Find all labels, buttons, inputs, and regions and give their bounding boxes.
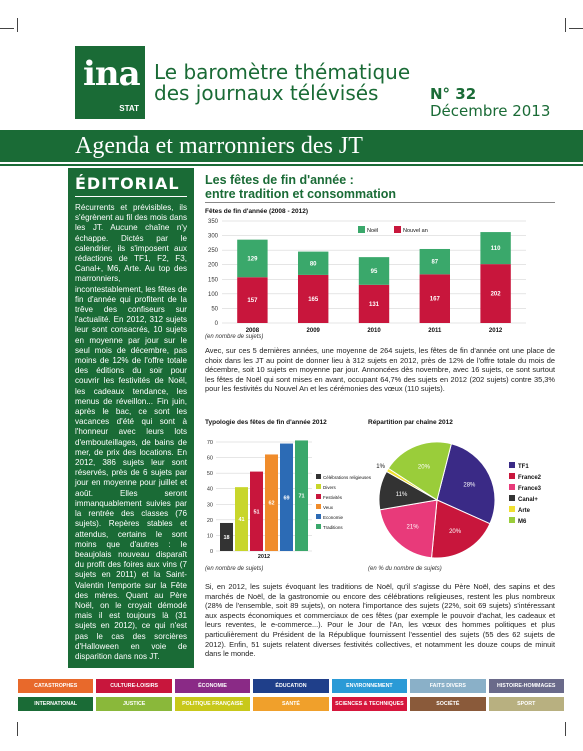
chart2-legend-swatch bbox=[316, 514, 321, 519]
chart1-data-label: 165 bbox=[308, 296, 319, 303]
crop-mark bbox=[4, 722, 18, 736]
chart2-legend-swatch bbox=[316, 474, 321, 479]
crop-mark bbox=[565, 722, 579, 736]
chart2-ytick-label: 30 bbox=[206, 502, 213, 509]
publication-title bbox=[154, 62, 410, 104]
chart1-legend-label: Noël bbox=[367, 228, 379, 234]
banner-title: Agenda et marronniers des JT bbox=[75, 133, 363, 159]
chart2-legend-label: Divers bbox=[323, 485, 336, 490]
theme-tag: ÉCONOMIE bbox=[175, 679, 250, 693]
chart3-data-label: 11% bbox=[395, 491, 408, 498]
theme-tag: SOCIÉTÉ bbox=[410, 697, 485, 711]
chart3-legend-label: Canal+ bbox=[518, 497, 538, 503]
chart2-legend-swatch bbox=[316, 484, 321, 489]
chart1-xtick-label: 2009 bbox=[306, 328, 320, 334]
theme-tag: CATASTROPHES bbox=[18, 679, 93, 693]
chart1-xtick-label: 2010 bbox=[367, 328, 381, 334]
chart2-legend-label: Célébrations religieuses bbox=[323, 475, 372, 480]
ina-logo-box bbox=[75, 46, 145, 119]
chart3-title: Répartition par chaîne 2012 bbox=[368, 419, 453, 426]
chart2-legend-swatch bbox=[316, 504, 321, 509]
chart2-legend-label: Economie bbox=[323, 515, 344, 520]
theme-tag: SPORT bbox=[489, 697, 564, 711]
chart1-title: Fêtes de fin d'année (2008 - 2012) bbox=[205, 208, 309, 215]
section-title-line-1: Les fêtes de fin d'année : bbox=[205, 173, 354, 187]
chart1-ytick-label: 150 bbox=[207, 277, 218, 284]
chart3-legend-label: M6 bbox=[518, 519, 527, 525]
theme-tag: FAITS DIVERS bbox=[410, 679, 485, 693]
issue-info bbox=[430, 86, 550, 120]
chart1-xtick-label: 2011 bbox=[428, 328, 442, 334]
theme-tag: SCIENCES & TECHNIQUES bbox=[332, 697, 407, 711]
section-title-line-2: entre tradition et consommation bbox=[205, 187, 396, 201]
chart1-xtick-label: 2008 bbox=[245, 328, 260, 334]
chart2-legend-swatch bbox=[316, 494, 321, 499]
chart1-legend-swatch bbox=[394, 226, 401, 233]
paragraph-2: Si, en 2012, les sujets évoquant les traditions de Noël, qu'il s'agisse du Père Noël, des sapins et des marchés de Noël, de la gastronomie ou encore des célébrations religieuses, restent les plus nombreux (28% de l'ensemble, soit 89 sujets), on notera l'importance des sujets (22%, soit 69 sujets) s'intéressant aux aspects économiques et commerciaux de ces fêtes (par exemple le pouvoir d'achat, les cadeaux et leurs reventes, le e-commerce...). Pour le Jour de l'An, les vœux des hommes politiques et plus particulièrement du Président de la République fournissent l'essentiel des sujets (55 des 62 sujets de 2012). Enfin, 51 sujets relatent diverses festivités collectives, et notamment les douze coups de minuit dans le monde. bbox=[205, 582, 555, 659]
chart3-legend-swatch bbox=[509, 484, 515, 490]
chart2-legend-label: Veux bbox=[323, 505, 334, 510]
editorial-text: Récurrents et prévisibles, ils s'égrènent au fil des mois dans les JT. Aucune chaîne n'y échappe. Dictés par le calendrier, ils s'imposent aux rédactions de TF1, F2, F3, Canal+, M6, Arte. Au top des marronniers, incontestablement, les fêtes de fin d'année qui profitent de la trêve des confiseurs sur l'actualité. En 2012, 312 sujets leur sont consacrés, 10 sujets en moyenne par jour sur le seul mois de décembre, pas moins de 12% de l'offre totale des éditions du soir pour couvrir les festivités de Noël, les cadeaux tendance, les menus de réveillon... Fin juin, après le bac, ce sont les vacances d'été qui sont à l'honneur avec leurs lots d'embouteillages, de bains de mer, de prix des locations. En 2012, 386 sujets leur sont réservés, près de 6 sujets par jour en moyenne pour juillet et août. Elles seront immanquablement suivies par la rentrée des classes (76 sujets). Repères stables et attendus, certains le sont moins que d'autres : le beaujolais nouveau disparaît du profit des foires aux vins (7 sujets en 2011) et la Saint-Valentin l'emporte sur la Fête des mères. Quant au Père Noël, on le croyait démodé mais il est toujours là (31 sujets en 2012), ce qui n'est pas le cas des sorcières d'Halloween en voie de disparition dans nos JT. bbox=[75, 203, 187, 661]
chart1-ytick-label: 100 bbox=[207, 291, 218, 298]
crop-mark bbox=[569, 28, 583, 42]
ina-stat-label: STAT bbox=[119, 104, 139, 113]
theme-tag: ÉDUCATION bbox=[253, 679, 328, 693]
chart2-data-label: 71 bbox=[298, 493, 305, 500]
chart1-data-label: 87 bbox=[431, 259, 439, 266]
chart1-data-label: 167 bbox=[429, 296, 440, 303]
editorial-column bbox=[68, 168, 194, 668]
divider bbox=[0, 164, 583, 166]
chart3-data-label: 28% bbox=[463, 482, 476, 489]
chart1-note: (en nombre de sujets) bbox=[205, 334, 264, 340]
title-line-1: Le baromètre thématique bbox=[154, 60, 411, 84]
theme-tag: POLITIQUE FRANÇAISE bbox=[175, 697, 250, 711]
chart3-legend-swatch bbox=[509, 495, 515, 501]
chart1-ytick-label: 0 bbox=[214, 321, 218, 327]
chart3-note: (en % du nombre de sujets) bbox=[368, 566, 442, 572]
chart1-svg bbox=[200, 216, 530, 338]
chart3-legend-swatch bbox=[509, 506, 515, 512]
chart1-data-label: 202 bbox=[490, 291, 501, 298]
chart3-data-label: 21% bbox=[406, 524, 419, 531]
chart1-data-label: 80 bbox=[309, 261, 317, 268]
chart2-title: Typologie des fêtes de fin d'année 2012 bbox=[205, 419, 327, 426]
chart2-data-label: 69 bbox=[283, 495, 290, 502]
theme-tag: ENVIRONNEMENT bbox=[332, 679, 407, 693]
theme-tag: SANTÉ bbox=[253, 697, 328, 711]
chart1-data-label: 131 bbox=[368, 301, 380, 308]
chart2-ytick-label: 40 bbox=[206, 486, 213, 493]
editorial-title: ÉDITORIAL bbox=[75, 174, 187, 197]
chart3-legend-swatch bbox=[509, 462, 515, 468]
chart2-xtick-label: 2012 bbox=[257, 554, 271, 560]
chart3-legend-swatch bbox=[509, 473, 515, 479]
chart3-legend-label: France2 bbox=[518, 475, 542, 481]
chart1-data-label: 95 bbox=[370, 268, 378, 275]
chart1-data-label: 129 bbox=[247, 256, 258, 263]
theme-tag: CULTURE-LOISIRS bbox=[96, 679, 171, 693]
chart2-ytick-label: 20 bbox=[206, 517, 213, 524]
chart3-data-label: 20% bbox=[449, 529, 462, 536]
divider bbox=[205, 202, 555, 203]
chart2-data-label: 51 bbox=[253, 509, 260, 516]
chart2-ytick-label: 0 bbox=[209, 549, 213, 555]
chart3-data-label: 20% bbox=[417, 464, 430, 471]
theme-tags-row-1 bbox=[18, 679, 564, 693]
chart2-ytick-label: 50 bbox=[206, 471, 213, 478]
chart2-note: (en nombre de sujets) bbox=[205, 566, 264, 572]
chart1-data-label: 110 bbox=[490, 246, 501, 253]
ina-logo: ina bbox=[83, 54, 140, 94]
theme-tag: JUSTICE bbox=[96, 697, 171, 711]
chart2-legend-swatch bbox=[316, 524, 321, 529]
chart2-ytick-label: 10 bbox=[206, 533, 213, 540]
paragraph-1: Avec, sur ces 5 dernières années, une moyenne de 264 sujets, les fêtes de fin d'année ont une place de choix dans les JT au point de donner lieu à 312 sujets en 2012, près de 12% de l'offre totale du mois de décembre, soit 10 sujets en moyenne par jour. Annoncées dès novembre, avec 16 sujets, ce sont surtout les fêtes de Noël qui sont mises en avant, occupant 64,7% des sujets en 2012 (202 sujets) contre 35,3% pour les festivités du Nouvel An et les cérémonies des vœux (110 sujets). bbox=[205, 346, 555, 394]
chart2-data-label: 18 bbox=[223, 534, 230, 541]
title-line-2: des journaux télévisés bbox=[154, 81, 379, 105]
chart2-legend-label: Traditions bbox=[323, 525, 343, 530]
chart2-data-label: 62 bbox=[268, 500, 275, 507]
chart2-ytick-label: 70 bbox=[206, 440, 213, 446]
chart1-ytick-label: 200 bbox=[207, 262, 218, 269]
chart3-svg bbox=[365, 440, 565, 565]
chart1-legend-label: Nouvel an bbox=[403, 228, 428, 234]
chart3-legend-label: France3 bbox=[518, 486, 542, 492]
chart1-ytick-label: 250 bbox=[207, 248, 218, 255]
chart3-legend-swatch bbox=[509, 517, 515, 523]
theme-tags-row-2 bbox=[18, 697, 564, 711]
chart2-svg bbox=[200, 430, 372, 566]
chart2-ytick-label: 60 bbox=[206, 455, 213, 462]
section-title bbox=[205, 173, 396, 201]
chart1-xtick-label: 2012 bbox=[488, 328, 503, 334]
issue-date: Décembre 2013 bbox=[430, 102, 551, 120]
chart1-data-label: 157 bbox=[247, 298, 258, 305]
chart1-ytick-label: 300 bbox=[207, 233, 218, 240]
chart2-legend-label: Festivités bbox=[323, 495, 343, 500]
issue-number: N° 32 bbox=[430, 85, 477, 103]
crop-mark bbox=[0, 28, 14, 42]
chart3-legend-label: Arte bbox=[518, 508, 531, 514]
theme-tag: INTERNATIONAL bbox=[18, 697, 93, 711]
chart3-data-label: 1% bbox=[376, 463, 385, 470]
theme-tag: HISTOIRE-HOMMAGES bbox=[489, 679, 564, 693]
chart2-data-label: 41 bbox=[238, 517, 245, 524]
chart1-ytick-label: 350 bbox=[207, 219, 218, 225]
chart1-ytick-label: 50 bbox=[211, 306, 218, 313]
chart1-legend-swatch bbox=[358, 226, 365, 233]
chart3-legend-label: TF1 bbox=[518, 464, 529, 470]
